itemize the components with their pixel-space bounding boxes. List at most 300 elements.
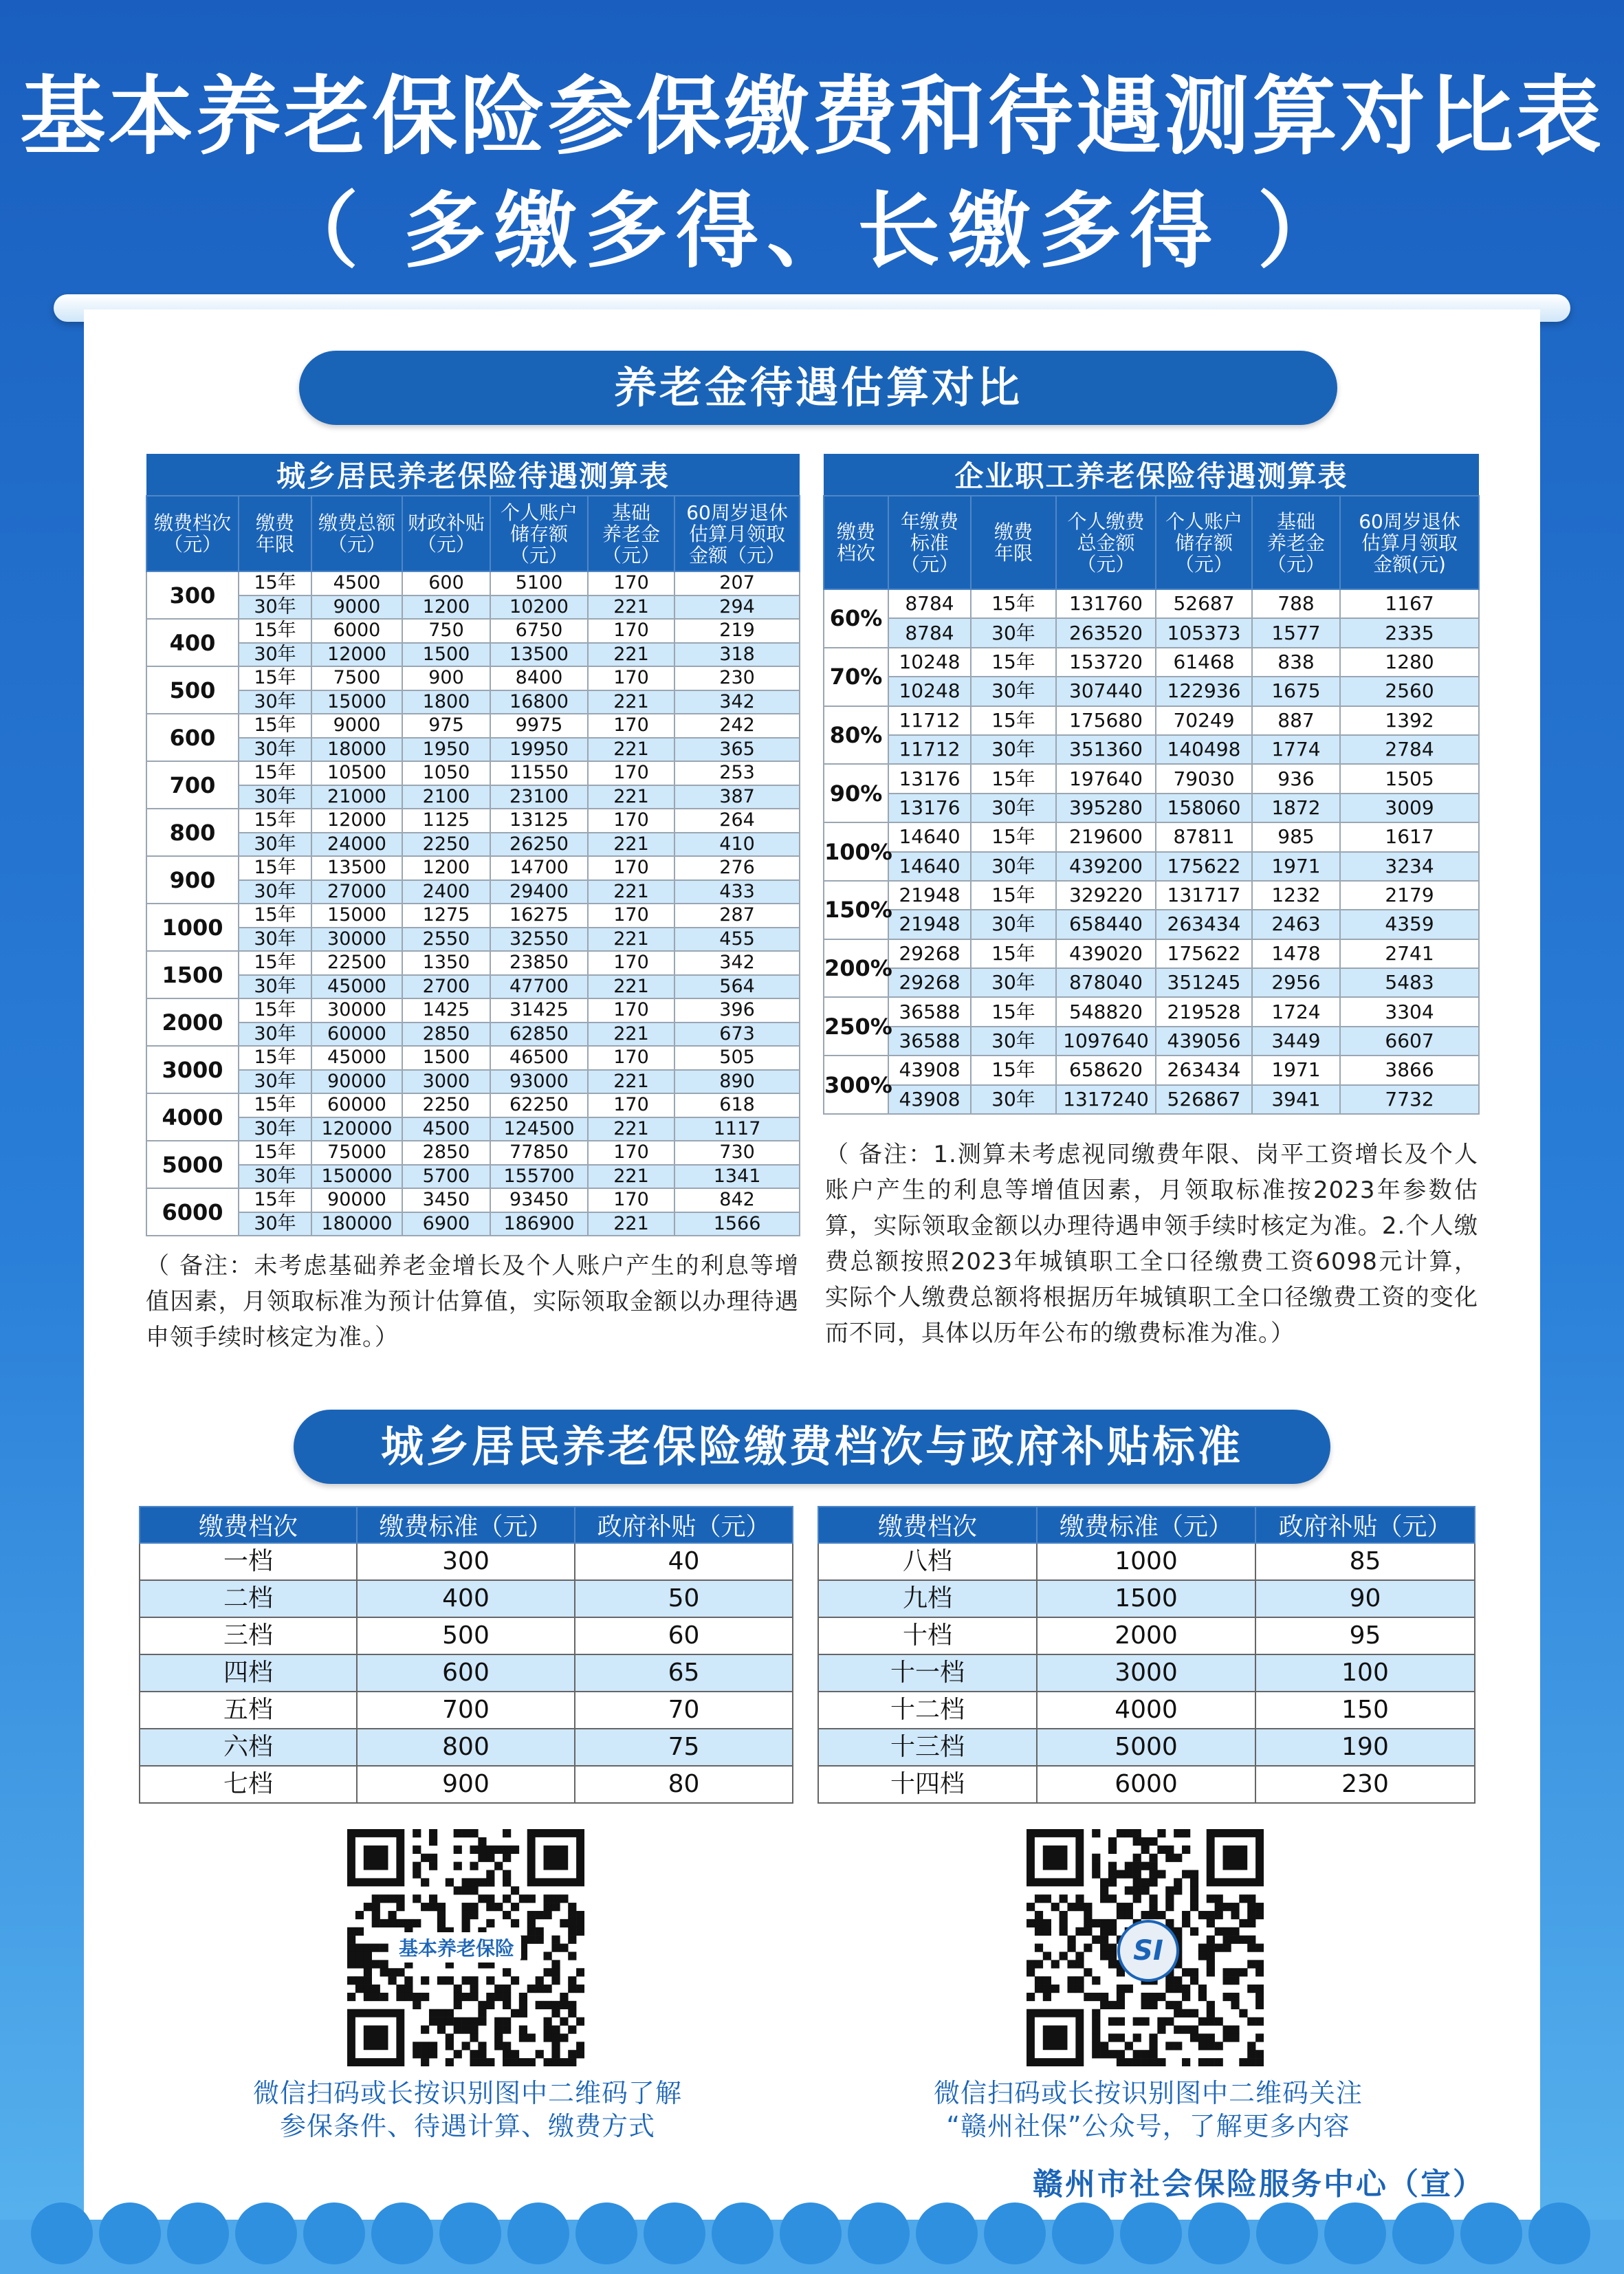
table-cell: 3304: [1340, 997, 1479, 1026]
table-cell: 7732: [1340, 1085, 1479, 1114]
column-header: 缴费 档次: [824, 496, 888, 589]
table-cell: 221: [588, 1070, 674, 1094]
table-cell: 150: [1255, 1692, 1475, 1729]
table-cell: 1392: [1340, 706, 1479, 735]
table-row: [824, 1056, 1479, 1084]
table-cell: 2784: [1340, 735, 1479, 764]
table-cell: 1117: [674, 1117, 800, 1141]
issuer-organization: 赣州市社会保险服务中心（宣）: [1033, 2167, 1485, 2202]
table-row: [146, 856, 800, 880]
table-cell: 122936: [1156, 677, 1252, 706]
table-cell: 219600: [1056, 822, 1156, 851]
table-cell: 90000: [311, 1070, 402, 1094]
table-cell: 197640: [1056, 764, 1156, 793]
table-cell: 43908: [888, 1056, 971, 1084]
table-cell: 170: [588, 1093, 674, 1117]
table-row: [824, 735, 1479, 764]
enterprise-note: （ 备注：1.测算未考虑视同缴费年限、岗平工资增长及个人账户产生的利息等增值因素，月领取标准按2023年参数估算，实际领取金额以办理待遇申领手续时核定为准。2.个人缴费总额按照2023年城镇职工全口径缴费工资6098元计算，实际个人缴费总额将根据历年城镇职工全口径缴费工资的变化而不同，具体以历年公布的缴费标准为准。）: [825, 1141, 1478, 1347]
table-cell: 730: [674, 1141, 800, 1165]
table-cell: 153720: [1056, 648, 1156, 677]
table-cell: 15年: [971, 881, 1056, 910]
table-cell: 15年: [239, 571, 311, 595]
table-row: [146, 1023, 800, 1047]
tier-cell: 70%: [824, 648, 888, 706]
table-cell: 170: [588, 951, 674, 975]
table-cell: 8784: [888, 618, 971, 647]
table-cell: 30年: [239, 738, 311, 762]
column-header: 缴费标准（元）: [357, 1507, 575, 1543]
table-cell: 65: [575, 1654, 793, 1692]
table-cell: 15年: [239, 1046, 311, 1070]
table-cell: 3000: [402, 1070, 490, 1094]
table-cell: 287: [674, 904, 800, 928]
resident-note: （ 备注：未考虑基础养老金增长及个人账户产生的利息等增值因素，月领取标准为预计估算值，实际领取金额以办理待遇申领手续时核定为准。）: [146, 1252, 799, 1351]
table-cell: 15年: [239, 1093, 311, 1117]
table-cell: 30年: [239, 785, 311, 809]
column-header: 基础 养老金 （元）: [588, 496, 674, 571]
table-cell: 294: [674, 595, 800, 620]
tier-cell: 300%: [824, 1056, 888, 1114]
table-row: [146, 880, 800, 904]
table-row: [146, 1070, 800, 1094]
table-cell: 170: [588, 666, 674, 690]
resident-table-header-row: [146, 496, 800, 571]
tier-cell: 400: [146, 619, 239, 666]
table-cell: 30年: [971, 1027, 1056, 1056]
table-row: [146, 904, 800, 928]
table-cell: 45000: [311, 975, 402, 999]
column-header: 缴费标准（元）: [1037, 1507, 1255, 1543]
table-row: [146, 1117, 800, 1141]
table-cell: 221: [588, 690, 674, 714]
table-cell: 十档: [818, 1617, 1037, 1654]
tier-cell: 1500: [146, 951, 239, 998]
table-cell: 2463: [1252, 910, 1340, 939]
table-cell: 526867: [1156, 1085, 1252, 1114]
table-cell: 307440: [1056, 677, 1156, 706]
table-cell: 十一档: [818, 1654, 1037, 1692]
table-cell: 52687: [1156, 589, 1252, 618]
table-cell: 838: [1252, 648, 1340, 677]
table-cell: 878040: [1056, 968, 1156, 997]
table-cell: 30年: [239, 595, 311, 620]
tier-cell: 600: [146, 714, 239, 761]
table-cell: 175622: [1156, 939, 1252, 968]
table-cell: 400: [357, 1580, 575, 1617]
table-row: [146, 738, 800, 762]
table-cell: 79030: [1156, 764, 1252, 793]
table-cell: 170: [588, 809, 674, 833]
table-cell: 936: [1252, 764, 1340, 793]
table-cell: 2956: [1252, 968, 1340, 997]
table-cell: 1167: [1340, 589, 1479, 618]
table-row: [824, 589, 1479, 618]
table-cell: 221: [588, 833, 674, 857]
table-cell: 1774: [1252, 735, 1340, 764]
column-header: 60周岁退休 估算月领取 金额（元）: [674, 496, 800, 571]
table-cell: 36588: [888, 1027, 971, 1056]
table-cell: 1500: [402, 643, 490, 667]
table-cell: 二档: [140, 1580, 357, 1617]
column-header: 年缴费 标准 （元）: [888, 496, 971, 589]
table-cell: 221: [588, 880, 674, 904]
table-cell: 263434: [1156, 910, 1252, 939]
table-row: [146, 1188, 800, 1212]
table-cell: 43908: [888, 1085, 971, 1114]
table-cell: 7500: [311, 666, 402, 690]
table-row: [140, 1580, 793, 1617]
table-row: [824, 1027, 1479, 1056]
table-cell: 1125: [402, 809, 490, 833]
enterprise-table-caption: 企业职工养老保险待遇测算表: [824, 454, 1479, 496]
table-cell: 22500: [311, 951, 402, 975]
table-row: [824, 706, 1479, 735]
table-cell: 10200: [490, 595, 588, 620]
tier-cell: 4000: [146, 1093, 239, 1141]
table-cell: 15年: [239, 1188, 311, 1212]
table-cell: 2850: [402, 1141, 490, 1165]
table-cell: 4359: [1340, 910, 1479, 939]
table-cell: 60000: [311, 1023, 402, 1047]
table-cell: 1505: [1340, 764, 1479, 793]
column-header: 缴费档次: [140, 1507, 357, 1543]
table-cell: 2100: [402, 785, 490, 809]
table-cell: 263434: [1156, 1056, 1252, 1084]
table-cell: 105373: [1156, 618, 1252, 647]
column-header: 政府补贴（元）: [575, 1507, 793, 1543]
table-cell: 100: [1255, 1654, 1475, 1692]
table-row: [146, 1212, 800, 1236]
table-cell: 221: [588, 975, 674, 999]
column-header: 财政补贴 （元）: [402, 496, 490, 571]
table-cell: 500: [357, 1617, 575, 1654]
table-row: [146, 998, 800, 1023]
table-cell: 1350: [402, 951, 490, 975]
subsidy-left-body: [140, 1543, 793, 1803]
table-cell: 29268: [888, 968, 971, 997]
table-cell: 2700: [402, 975, 490, 999]
table-cell: 2741: [1340, 939, 1479, 968]
table-cell: 548820: [1056, 997, 1156, 1026]
table-cell: 23850: [490, 951, 588, 975]
table-cell: 31425: [490, 998, 588, 1023]
subsidy-table-left: [139, 1506, 793, 1804]
table-cell: 15年: [971, 939, 1056, 968]
table-cell: 180000: [311, 1212, 402, 1236]
table-cell: 396: [674, 998, 800, 1023]
table-cell: 13125: [490, 809, 588, 833]
table-cell: 2250: [402, 833, 490, 857]
table-cell: 4500: [402, 1117, 490, 1141]
table-cell: 19950: [490, 738, 588, 762]
table-cell: 1200: [402, 595, 490, 620]
table-row: [818, 1654, 1475, 1692]
table-cell: 13176: [888, 794, 971, 822]
table-cell: 1000: [1037, 1543, 1255, 1580]
table-cell: 93450: [490, 1188, 588, 1212]
tier-cell: 60%: [824, 589, 888, 648]
table-cell: 788: [1252, 589, 1340, 618]
table-cell: 2400: [402, 880, 490, 904]
table-cell: 60: [575, 1617, 793, 1654]
table-cell: 15年: [971, 822, 1056, 851]
table-cell: 15年: [239, 809, 311, 833]
table-cell: 32550: [490, 928, 588, 952]
column-header: 缴费总额 （元）: [311, 496, 402, 571]
table-cell: 15年: [239, 856, 311, 880]
table-cell: 221: [588, 928, 674, 952]
table-cell: 五档: [140, 1692, 357, 1729]
table-cell: 329220: [1056, 881, 1156, 910]
tier-cell: 3000: [146, 1046, 239, 1093]
table-row: [146, 643, 800, 667]
tier-cell: 2000: [146, 998, 239, 1046]
table-cell: 十四档: [818, 1766, 1037, 1803]
tier-cell: 6000: [146, 1188, 239, 1236]
table-cell: 87811: [1156, 822, 1252, 851]
table-cell: 1097640: [1056, 1027, 1156, 1056]
table-cell: 6607: [1340, 1027, 1479, 1056]
table-row: [824, 968, 1479, 997]
table-cell: 170: [588, 761, 674, 785]
table-cell: 18000: [311, 738, 402, 762]
table-cell: 221: [588, 738, 674, 762]
table-cell: 1971: [1252, 1056, 1340, 1084]
table-cell: 600: [402, 571, 490, 595]
tier-cell: 90%: [824, 764, 888, 822]
table-cell: 1577: [1252, 618, 1340, 647]
enterprise-table-header-row: [824, 496, 1479, 589]
table-row: [824, 939, 1479, 968]
table-cell: 190: [1255, 1729, 1475, 1766]
table-cell: 30年: [971, 735, 1056, 764]
table-cell: 15年: [239, 998, 311, 1023]
table-row: [824, 997, 1479, 1026]
table-cell: 10248: [888, 648, 971, 677]
table-row: [824, 764, 1479, 793]
table-cell: 3449: [1252, 1027, 1340, 1056]
table-cell: 80: [575, 1766, 793, 1803]
table-cell: 800: [357, 1729, 575, 1766]
scalloped-bottom-border: [0, 2194, 1624, 2274]
table-cell: 1971: [1252, 852, 1340, 881]
table-cell: 351245: [1156, 968, 1252, 997]
table-cell: 75: [575, 1729, 793, 1766]
tier-cell: 300: [146, 571, 239, 619]
table-cell: 1341: [674, 1165, 800, 1189]
column-header: 缴费档次 （元）: [146, 496, 239, 571]
column-header: 个人账户 储存额 （元）: [490, 496, 588, 571]
table-row: [818, 1766, 1475, 1803]
table-cell: 8400: [490, 666, 588, 690]
table-cell: 1566: [674, 1212, 800, 1236]
subsidy-right-body: [818, 1543, 1475, 1803]
poster-subtitle: （ 多缴多得、长缴多得 ）: [276, 184, 1348, 279]
table-cell: 21000: [311, 785, 402, 809]
table-cell: 15000: [311, 690, 402, 714]
table-cell: 365: [674, 738, 800, 762]
column-header: 基础 养老金 （元）: [1252, 496, 1340, 589]
table-cell: 2179: [1340, 881, 1479, 910]
table-cell: 2000: [1037, 1617, 1255, 1654]
table-cell: 564: [674, 975, 800, 999]
table-cell: 30年: [239, 690, 311, 714]
table-cell: 六档: [140, 1729, 357, 1766]
table-cell: 186900: [490, 1212, 588, 1236]
table-cell: 170: [588, 619, 674, 643]
table-cell: 15年: [971, 648, 1056, 677]
table-cell: 60000: [311, 1093, 402, 1117]
table-cell: 3234: [1340, 852, 1479, 881]
table-cell: 47700: [490, 975, 588, 999]
table-cell: 2850: [402, 1023, 490, 1047]
table-cell: 95: [1255, 1617, 1475, 1654]
table-cell: 62850: [490, 1023, 588, 1047]
table-cell: 70249: [1156, 706, 1252, 735]
table-cell: 13176: [888, 764, 971, 793]
table-cell: 30年: [239, 975, 311, 999]
table-cell: 90000: [311, 1188, 402, 1212]
table-cell: 1232: [1252, 881, 1340, 910]
table-row: [146, 1165, 800, 1189]
table-cell: 14640: [888, 822, 971, 851]
table-cell: 3866: [1340, 1056, 1479, 1084]
table-cell: 3009: [1340, 794, 1479, 822]
table-cell: 八档: [818, 1543, 1037, 1580]
table-cell: 21948: [888, 881, 971, 910]
table-row: [140, 1654, 793, 1692]
table-cell: 2550: [402, 928, 490, 952]
table-row: [146, 714, 800, 738]
table-cell: 30年: [971, 794, 1056, 822]
tier-cell: 250%: [824, 997, 888, 1056]
table-cell: 221: [588, 595, 674, 620]
table-cell: 30年: [239, 880, 311, 904]
table-cell: 10500: [311, 761, 402, 785]
table-cell: 21948: [888, 910, 971, 939]
tier-cell: 100%: [824, 822, 888, 881]
column-header: 缴费 年限: [971, 496, 1056, 589]
table-cell: 9000: [311, 714, 402, 738]
section-title-benefit: 养老金待遇估算对比: [299, 351, 1337, 425]
table-cell: 12000: [311, 809, 402, 833]
table-row: [824, 618, 1479, 647]
table-cell: 120000: [311, 1117, 402, 1141]
table-cell: 673: [674, 1023, 800, 1047]
table-cell: 1280: [1340, 648, 1479, 677]
table-cell: 40: [575, 1543, 793, 1580]
table-cell: 2335: [1340, 618, 1479, 647]
table-cell: 30年: [239, 833, 311, 857]
table-cell: 93000: [490, 1070, 588, 1094]
column-header: 个人缴费 总金额 （元）: [1056, 496, 1156, 589]
table-cell: 658440: [1056, 910, 1156, 939]
resident-table-caption: 城乡居民养老保险待遇测算表: [146, 454, 800, 496]
table-cell: 15年: [971, 764, 1056, 793]
table-cell: 300: [357, 1543, 575, 1580]
table-row: [146, 1093, 800, 1117]
table-cell: 30年: [239, 1070, 311, 1094]
table-cell: 263520: [1056, 618, 1156, 647]
table-cell: 9000: [311, 595, 402, 620]
table-cell: 4000: [1037, 1692, 1255, 1729]
table-cell: 219: [674, 619, 800, 643]
table-cell: 62250: [490, 1093, 588, 1117]
tier-cell: 150%: [824, 881, 888, 939]
table-cell: 342: [674, 951, 800, 975]
table-cell: 11712: [888, 735, 971, 764]
table-row: [146, 975, 800, 999]
table-cell: 11550: [490, 761, 588, 785]
table-cell: 5100: [490, 571, 588, 595]
table-cell: 1724: [1252, 997, 1340, 1026]
table-cell: 342: [674, 690, 800, 714]
table-cell: 11712: [888, 706, 971, 735]
table-cell: 5483: [1340, 968, 1479, 997]
table-cell: 219528: [1156, 997, 1252, 1026]
table-row: [140, 1692, 793, 1729]
tier-cell: 800: [146, 809, 239, 856]
table-cell: 30年: [239, 1117, 311, 1141]
tier-cell: 900: [146, 856, 239, 904]
table-cell: 50: [575, 1580, 793, 1617]
table-row: [146, 761, 800, 785]
table-cell: 1500: [1037, 1580, 1255, 1617]
tier-cell: 1000: [146, 904, 239, 951]
table-cell: 1200: [402, 856, 490, 880]
table-cell: 155700: [490, 1165, 588, 1189]
table-cell: 5000: [1037, 1729, 1255, 1766]
table-cell: 23100: [490, 785, 588, 809]
table-cell: 433: [674, 880, 800, 904]
table-row: [140, 1617, 793, 1654]
table-cell: 36588: [888, 997, 971, 1026]
table-row: [824, 822, 1479, 851]
table-row: [818, 1580, 1475, 1617]
table-cell: 九档: [818, 1580, 1037, 1617]
table-cell: 16275: [490, 904, 588, 928]
table-row: [146, 666, 800, 690]
table-cell: 1675: [1252, 677, 1340, 706]
table-cell: 221: [588, 1212, 674, 1236]
table-cell: 13500: [311, 856, 402, 880]
column-header: 个人账户 储存额 （元）: [1156, 496, 1252, 589]
table-cell: 276: [674, 856, 800, 880]
table-row: [146, 595, 800, 620]
table-row: [140, 1766, 793, 1803]
table-row: [146, 951, 800, 975]
table-cell: 45000: [311, 1046, 402, 1070]
table-cell: 505: [674, 1046, 800, 1070]
resident-benefit-table: [146, 454, 800, 1236]
table-row: [140, 1543, 793, 1580]
tier-cell: 700: [146, 761, 239, 809]
column-header: 60周岁退休 估算月领取 金额(元): [1340, 496, 1479, 589]
table-cell: 170: [588, 1046, 674, 1070]
table-cell: 15年: [239, 904, 311, 928]
table-cell: 150000: [311, 1165, 402, 1189]
table-cell: 900: [357, 1766, 575, 1803]
table-cell: 2250: [402, 1093, 490, 1117]
table-row: [146, 619, 800, 643]
table-row: [146, 833, 800, 857]
table-cell: 890: [674, 1070, 800, 1094]
table-row: [146, 809, 800, 833]
table-cell: 6750: [490, 619, 588, 643]
table-cell: 6900: [402, 1212, 490, 1236]
table-cell: 30000: [311, 998, 402, 1023]
table-cell: 1950: [402, 738, 490, 762]
